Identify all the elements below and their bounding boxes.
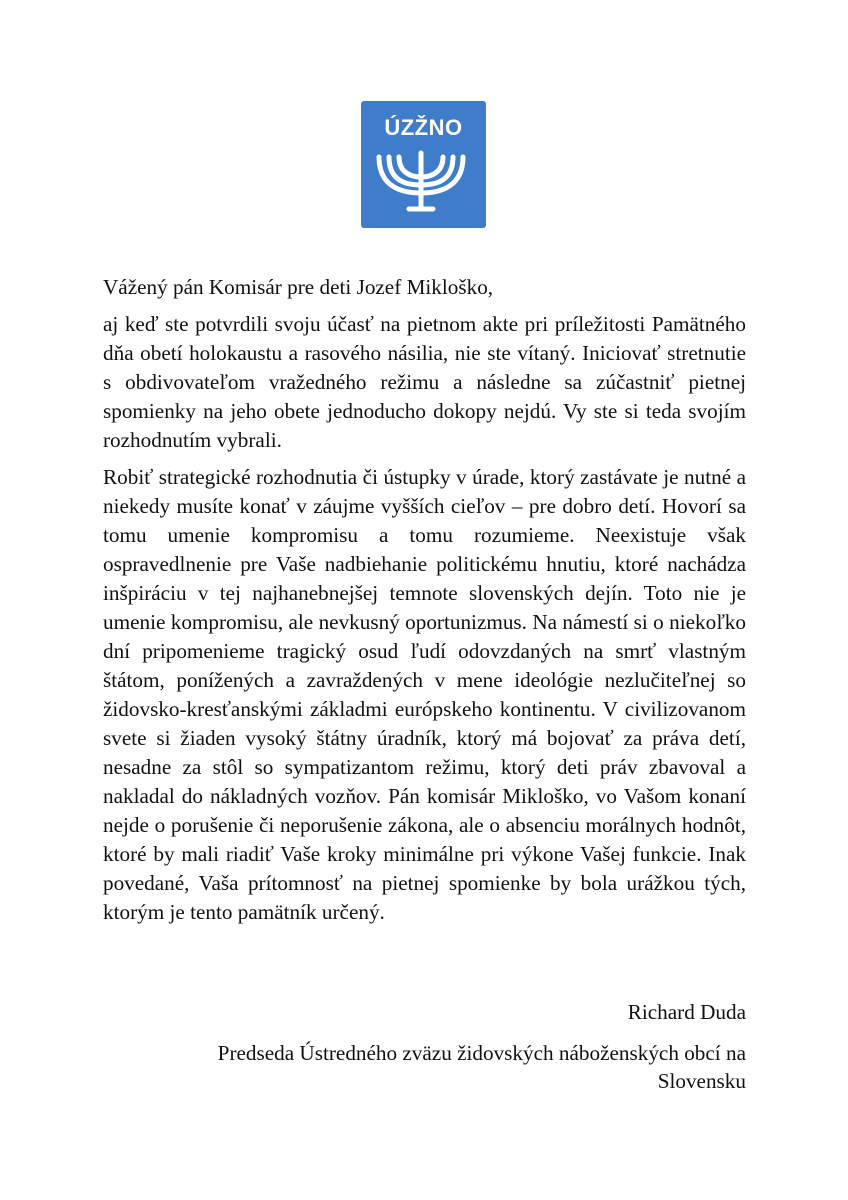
uzzno-logo: [361, 101, 486, 228]
letter-paragraph-2: [103, 463, 746, 927]
signature-title-line-2: Slovensku: [657, 1069, 746, 1093]
menorah-icon: [373, 143, 473, 221]
signature-title-line-1: Predseda Ústredného zväzu židovských náboženských obcí na: [217, 1041, 746, 1065]
paragraph-text: Robiť strategické rozhodnutia či ústupky v úrade, ktorý zastávate je nutné a niekedy musíte konať v záujme vyšších cieľov – pre dobro detí. Hovorí sa tomu umenie kompromisu a tomu rozumieme. Neexistuje však ospravedlnenie pre Vaše nadbiehanie politickému hnutiu, ktoré nachádza inšpiráciu v tej najhanebnejšej temnote slovenských dejín. Toto nie je umenie kompromisu, ale nevkusný oportunizmus. Na námestí si o niekoľko dní pripomenieme tragický osud ľudí odovzdaných na smrť vlastným štátom, ponížených a zavraždených v mene ideológie nezlučiteľnej so židovsko-kresťanskými základmi európskeho kontinentu. V civilizovanom svete si žiaden vysoký štátny úradník, ktorý má bojovať za práva detí, nesadne za stôl so sympatizantom režimu, ktorý deti práv zbavoval a nakladal do nákladných vozňov. Pán komisár Mikloško, vo Vašom konaní nejde o porušenie či neporušenie zákona, ale o absenciu morálnych hodnôt, ktoré by mali riadiť Vaše kroky minimálne pri výkone Vašej funkcie. Inak povedané, Vaša prítomnosť na pietnej spomienke by bola urážkou tých, ktorým je tento pamätník určený.: [103, 465, 746, 924]
signature-name: Richard Duda: [627, 1000, 746, 1024]
logo-text: ÚZŽNO: [384, 115, 463, 140]
signature-title: [218, 1039, 746, 1095]
paragraph-text: aj keď ste potvrdili svoju účasť na pietnom akte pri príležitosti Pamätného dňa obetí holokaustu a rasového násilia, nie ste vítaný. Iniciovať stretnutie s obdivovateľom vražedného režimu a následne sa zúčastniť pietnej spomienky na jeho obete jednoducho dokopy nejdú. Vy ste si teda svojím rozhodnutím vybrali.: [103, 312, 746, 452]
letter-paragraph-1: [103, 310, 746, 455]
salutation: Vážený pán Komisár pre deti Jozef Mikloško,: [103, 275, 494, 299]
